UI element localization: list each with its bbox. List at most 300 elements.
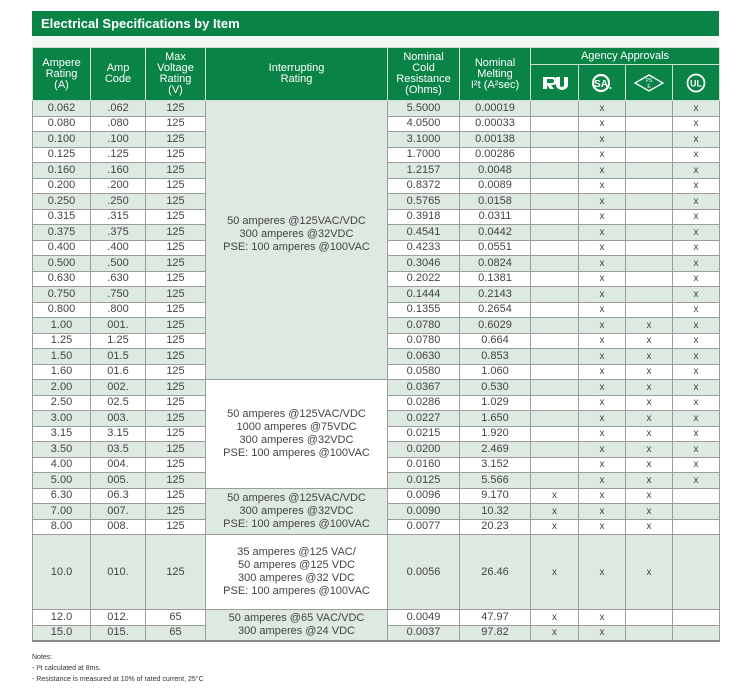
cell-melting-i2t: 26.46 bbox=[460, 535, 531, 610]
interrupting-line: 50 amperes @125VAC/VDC bbox=[227, 407, 366, 420]
cell-voltage: 125 bbox=[146, 302, 206, 318]
interrupting-line: 50 amperes @125VAC/VDC bbox=[227, 215, 366, 227]
cell-ampere-rating: 6.30 bbox=[33, 488, 91, 504]
cell-pse-approval bbox=[626, 209, 673, 225]
cell-cold-resistance: 0.5765 bbox=[388, 194, 460, 210]
cell-csa-approval: x bbox=[579, 333, 626, 349]
cell-amp-code: 004. bbox=[91, 457, 146, 473]
cell-csa-approval: x bbox=[579, 625, 626, 641]
cell-voltage: 125 bbox=[146, 426, 206, 442]
cell-pse-approval bbox=[626, 302, 673, 318]
cell-voltage: 125 bbox=[146, 364, 206, 380]
cell-cold-resistance: 0.0096 bbox=[388, 488, 460, 504]
header-ampere-rating bbox=[33, 48, 91, 101]
cell-melting-i2t: 10.32 bbox=[460, 504, 531, 520]
header-interrupting-rating bbox=[206, 48, 388, 101]
cell-cold-resistance: 3.1000 bbox=[388, 132, 460, 148]
cell-amp-code: 002. bbox=[91, 380, 146, 396]
note-item: - I²t calculated at 8ms. bbox=[32, 665, 101, 672]
cell-interrupting-rating bbox=[206, 380, 388, 489]
cell-csa-approval: x bbox=[579, 426, 626, 442]
cell-voltage: 125 bbox=[146, 442, 206, 458]
cell-csa-approval: x bbox=[579, 225, 626, 241]
cell-cold-resistance: 0.0049 bbox=[388, 610, 460, 626]
interrupting-line: PSE: 100 amperes @100VAC bbox=[223, 517, 370, 530]
cell-ur-approval bbox=[531, 132, 579, 148]
cell-ampere-rating: 8.00 bbox=[33, 519, 91, 535]
cell-ur-approval bbox=[531, 333, 579, 349]
cell-melting-i2t: 1.060 bbox=[460, 364, 531, 380]
cell-pse-approval: x bbox=[626, 395, 673, 411]
cell-melting-i2t: 1.650 bbox=[460, 411, 531, 427]
cell-ur-approval bbox=[531, 178, 579, 194]
cell-ampere-rating: 0.200 bbox=[33, 178, 91, 194]
cell-amp-code: .080 bbox=[91, 116, 146, 132]
cell-amp-code: 003. bbox=[91, 411, 146, 427]
cell-voltage: 125 bbox=[146, 132, 206, 148]
cell-amp-code: .375 bbox=[91, 225, 146, 241]
cell-pse-approval bbox=[626, 116, 673, 132]
cell-amp-code: .062 bbox=[91, 101, 146, 117]
cell-ul-approval: x bbox=[673, 302, 720, 318]
cell-amp-code: .800 bbox=[91, 302, 146, 318]
cell-ampere-rating: 3.00 bbox=[33, 411, 91, 427]
cell-csa-approval: x bbox=[579, 473, 626, 489]
cell-pse-approval: x bbox=[626, 426, 673, 442]
cell-pse-approval bbox=[626, 271, 673, 287]
cell-melting-i2t: 5.566 bbox=[460, 473, 531, 489]
interrupting-line: 1000 amperes @75VDC bbox=[236, 420, 357, 433]
cell-interrupting-rating bbox=[206, 535, 388, 610]
cell-pse-approval bbox=[626, 240, 673, 256]
cell-ur-approval bbox=[531, 194, 579, 210]
cell-amp-code: .500 bbox=[91, 256, 146, 272]
cell-cold-resistance: 0.1444 bbox=[388, 287, 460, 303]
cell-cold-resistance: 0.4233 bbox=[388, 240, 460, 256]
cell-ampere-rating: 12.0 bbox=[33, 610, 91, 626]
cell-cold-resistance: 1.7000 bbox=[388, 147, 460, 163]
header-line: Rating bbox=[159, 73, 192, 85]
cell-ampere-rating: 0.160 bbox=[33, 163, 91, 179]
header-max-voltage bbox=[146, 48, 206, 101]
header-ul bbox=[673, 65, 720, 101]
cell-pse-approval: x bbox=[626, 333, 673, 349]
cell-ampere-rating: 1.60 bbox=[33, 364, 91, 380]
cell-pse-approval: x bbox=[626, 488, 673, 504]
cell-ampere-rating: 1.25 bbox=[33, 333, 91, 349]
cell-interrupting-rating bbox=[206, 488, 388, 535]
cell-ul-approval: x bbox=[673, 442, 720, 458]
cell-cold-resistance: 5.5000 bbox=[388, 101, 460, 117]
cell-ul-approval: x bbox=[673, 380, 720, 396]
cell-melting-i2t: 0.00033 bbox=[460, 116, 531, 132]
cell-cold-resistance: 0.0367 bbox=[388, 380, 460, 396]
cell-cold-resistance: 0.0227 bbox=[388, 411, 460, 427]
cell-ampere-rating: 7.00 bbox=[33, 504, 91, 520]
cell-ul-approval: x bbox=[673, 333, 720, 349]
cell-cold-resistance: 0.0125 bbox=[388, 473, 460, 489]
header-line: Nominal bbox=[474, 56, 516, 69]
cell-amp-code: 005. bbox=[91, 473, 146, 489]
cell-ur-approval bbox=[531, 209, 579, 225]
cell-melting-i2t: 0.00019 bbox=[460, 101, 531, 117]
table-row bbox=[33, 488, 720, 504]
cell-pse-approval: x bbox=[626, 411, 673, 427]
cell-ur-approval bbox=[531, 271, 579, 287]
cell-csa-approval: x bbox=[579, 442, 626, 458]
cell-ampere-rating: 2.50 bbox=[33, 395, 91, 411]
cell-ul-approval bbox=[673, 519, 720, 535]
cell-cold-resistance: 0.0160 bbox=[388, 457, 460, 473]
cell-pse-approval bbox=[626, 610, 673, 626]
cell-cold-resistance: 0.0580 bbox=[388, 364, 460, 380]
cell-pse-approval: x bbox=[626, 457, 673, 473]
table-row bbox=[33, 101, 720, 117]
header-line: Code bbox=[104, 73, 132, 85]
section-title: Electrical Specifications by Item bbox=[32, 11, 719, 36]
pse-icon bbox=[634, 74, 664, 92]
cell-cold-resistance: 0.2022 bbox=[388, 271, 460, 287]
cell-amp-code: 01.6 bbox=[91, 364, 146, 380]
cell-csa-approval: x bbox=[579, 256, 626, 272]
cell-pse-approval bbox=[626, 225, 673, 241]
cell-ur-approval: x bbox=[531, 625, 579, 641]
cell-voltage: 125 bbox=[146, 504, 206, 520]
cell-voltage: 125 bbox=[146, 333, 206, 349]
cell-csa-approval: x bbox=[579, 380, 626, 396]
cell-melting-i2t: 0.0824 bbox=[460, 256, 531, 272]
cell-csa-approval: x bbox=[579, 287, 626, 303]
table-body bbox=[33, 101, 720, 642]
header-line: Cold bbox=[412, 62, 435, 74]
cell-cold-resistance: 0.0037 bbox=[388, 625, 460, 641]
cell-cold-resistance: 1.2157 bbox=[388, 163, 460, 179]
cell-interrupting-rating bbox=[206, 101, 388, 380]
cell-ul-approval: x bbox=[673, 473, 720, 489]
cell-voltage: 125 bbox=[146, 473, 206, 489]
header-line: Ampere bbox=[42, 56, 81, 69]
cell-ul-approval: x bbox=[673, 147, 720, 163]
cell-melting-i2t: 1.029 bbox=[460, 395, 531, 411]
interrupting-line: 50 amperes @125VAC/VDC bbox=[227, 491, 366, 504]
cell-voltage: 125 bbox=[146, 395, 206, 411]
cell-pse-approval bbox=[626, 163, 673, 179]
cell-csa-approval: x bbox=[579, 364, 626, 380]
interrupting-line: PSE: 100 amperes @100VAC bbox=[223, 585, 370, 597]
header-line: (V) bbox=[168, 84, 183, 96]
cell-csa-approval: x bbox=[579, 194, 626, 210]
cell-ampere-rating: 0.750 bbox=[33, 287, 91, 303]
cell-voltage: 125 bbox=[146, 349, 206, 365]
cell-csa-approval: x bbox=[579, 504, 626, 520]
cell-ur-approval: x bbox=[531, 535, 579, 610]
cell-voltage: 125 bbox=[146, 163, 206, 179]
cell-ul-approval: x bbox=[673, 349, 720, 365]
cell-ur-approval bbox=[531, 426, 579, 442]
cell-ampere-rating: 15.0 bbox=[33, 625, 91, 641]
cell-amp-code: 01.5 bbox=[91, 349, 146, 365]
cell-cold-resistance: 0.0090 bbox=[388, 504, 460, 520]
cell-melting-i2t: 0.0311 bbox=[460, 209, 531, 225]
cell-melting-i2t: 9.170 bbox=[460, 488, 531, 504]
cell-cold-resistance: 4.0500 bbox=[388, 116, 460, 132]
cell-voltage: 125 bbox=[146, 318, 206, 334]
cell-cold-resistance: 0.0077 bbox=[388, 519, 460, 535]
cell-csa-approval: x bbox=[579, 318, 626, 334]
cell-ampere-rating: 5.00 bbox=[33, 473, 91, 489]
cell-melting-i2t: 0.00138 bbox=[460, 132, 531, 148]
header-line: Voltage bbox=[157, 62, 194, 74]
header-csa bbox=[579, 65, 626, 101]
cell-ul-approval: x bbox=[673, 256, 720, 272]
electrical-specs-table bbox=[32, 47, 720, 642]
cell-melting-i2t: 0.0442 bbox=[460, 225, 531, 241]
cell-pse-approval bbox=[626, 101, 673, 117]
cell-ur-approval: x bbox=[531, 488, 579, 504]
cell-ur-approval bbox=[531, 442, 579, 458]
cell-ampere-rating: 0.125 bbox=[33, 147, 91, 163]
cell-csa-approval: x bbox=[579, 519, 626, 535]
cell-ur-approval bbox=[531, 147, 579, 163]
cell-ul-approval: x bbox=[673, 194, 720, 210]
cell-melting-i2t: 0.0048 bbox=[460, 163, 531, 179]
interrupting-line: 300 amperes @24 VDC bbox=[238, 625, 355, 637]
cell-melting-i2t: 0.530 bbox=[460, 380, 531, 396]
cell-ul-approval: x bbox=[673, 395, 720, 411]
header-line: Rating bbox=[45, 67, 78, 80]
cell-ul-approval: x bbox=[673, 101, 720, 117]
cell-csa-approval: x bbox=[579, 535, 626, 610]
header-amp-code bbox=[91, 48, 146, 101]
table-row bbox=[33, 535, 720, 610]
cell-amp-code: .100 bbox=[91, 132, 146, 148]
cell-ul-approval bbox=[673, 610, 720, 626]
cell-cold-resistance: 0.0286 bbox=[388, 395, 460, 411]
cell-ul-approval: x bbox=[673, 132, 720, 148]
cell-melting-i2t: 0.0089 bbox=[460, 178, 531, 194]
cell-voltage: 125 bbox=[146, 535, 206, 610]
cell-amp-code: .315 bbox=[91, 209, 146, 225]
interrupting-line: PSE: 100 amperes @100VAC bbox=[223, 446, 370, 459]
header-line: Rating bbox=[280, 73, 313, 85]
cell-cold-resistance: 0.3918 bbox=[388, 209, 460, 225]
cell-melting-i2t: 0.853 bbox=[460, 349, 531, 365]
cell-amp-code: 007. bbox=[91, 504, 146, 520]
cell-amp-code: 1.25 bbox=[91, 333, 146, 349]
svg-text:PS: PS bbox=[645, 77, 653, 84]
cell-melting-i2t: 0.664 bbox=[460, 333, 531, 349]
cell-pse-approval bbox=[626, 194, 673, 210]
cell-cold-resistance: 0.3046 bbox=[388, 256, 460, 272]
cell-pse-approval: x bbox=[626, 442, 673, 458]
notes-heading: Notes: bbox=[32, 654, 53, 661]
cell-voltage: 65 bbox=[146, 610, 206, 626]
cell-ampere-rating: 10.0 bbox=[33, 535, 91, 610]
cell-csa-approval: x bbox=[579, 457, 626, 473]
cell-ul-approval: x bbox=[673, 364, 720, 380]
cell-pse-approval: x bbox=[626, 318, 673, 334]
cell-melting-i2t: 2.469 bbox=[460, 442, 531, 458]
header-melting-i2t bbox=[460, 48, 531, 101]
cell-ul-approval bbox=[673, 504, 720, 520]
svg-text:SA: SA bbox=[594, 78, 608, 90]
cell-voltage: 125 bbox=[146, 256, 206, 272]
header-pse bbox=[626, 65, 673, 101]
cell-amp-code: 3.15 bbox=[91, 426, 146, 442]
cell-voltage: 125 bbox=[146, 240, 206, 256]
note-item: - Resistance is measured at 10% of rated current, 25°C bbox=[32, 676, 204, 683]
cell-ampere-rating: 0.375 bbox=[33, 225, 91, 241]
cell-ampere-rating: 0.315 bbox=[33, 209, 91, 225]
cell-ur-approval bbox=[531, 473, 579, 489]
cell-csa-approval: x bbox=[579, 302, 626, 318]
cell-ur-approval bbox=[531, 163, 579, 179]
cell-ampere-rating: 0.100 bbox=[33, 132, 91, 148]
header-line: Resistance bbox=[396, 73, 451, 85]
cell-ur-approval: x bbox=[531, 610, 579, 626]
cell-csa-approval: x bbox=[579, 178, 626, 194]
cell-ur-approval bbox=[531, 395, 579, 411]
cell-voltage: 125 bbox=[146, 519, 206, 535]
cell-ul-approval: x bbox=[673, 411, 720, 427]
cell-pse-approval bbox=[626, 147, 673, 163]
cell-pse-approval bbox=[626, 256, 673, 272]
cell-ur-approval bbox=[531, 240, 579, 256]
cell-melting-i2t: 1.920 bbox=[460, 426, 531, 442]
cell-voltage: 125 bbox=[146, 488, 206, 504]
cell-ul-approval: x bbox=[673, 209, 720, 225]
cell-ul-approval: x bbox=[673, 116, 720, 132]
cell-ampere-rating: 0.630 bbox=[33, 271, 91, 287]
ul-listed-icon bbox=[686, 73, 706, 93]
header-line: Amp bbox=[106, 62, 130, 74]
cell-ampere-rating: 0.062 bbox=[33, 101, 91, 117]
cell-amp-code: 015. bbox=[91, 625, 146, 641]
cell-ampere-rating: 1.50 bbox=[33, 349, 91, 365]
cell-voltage: 125 bbox=[146, 271, 206, 287]
cell-csa-approval: x bbox=[579, 163, 626, 179]
cell-melting-i2t: 0.0158 bbox=[460, 194, 531, 210]
cell-ul-approval: x bbox=[673, 240, 720, 256]
interrupting-line: 300 amperes @32VDC bbox=[239, 504, 354, 517]
cell-pse-approval bbox=[626, 287, 673, 303]
interrupting-line: 50 amperes @125 VDC bbox=[238, 559, 355, 571]
cell-ampere-rating: 2.00 bbox=[33, 380, 91, 396]
cell-csa-approval: x bbox=[579, 395, 626, 411]
cell-voltage: 125 bbox=[146, 209, 206, 225]
cell-amp-code: 02.5 bbox=[91, 395, 146, 411]
cell-ur-approval bbox=[531, 116, 579, 132]
cell-csa-approval: x bbox=[579, 271, 626, 287]
cell-cold-resistance: 0.0780 bbox=[388, 333, 460, 349]
cell-cold-resistance: 0.0215 bbox=[388, 426, 460, 442]
cell-ur-approval bbox=[531, 287, 579, 303]
cell-csa-approval: x bbox=[579, 610, 626, 626]
cell-voltage: 125 bbox=[146, 194, 206, 210]
interrupting-line: 300 amperes @32 VDC bbox=[238, 572, 355, 584]
header-line: Nominal bbox=[403, 51, 444, 63]
cell-amp-code: 06.3 bbox=[91, 488, 146, 504]
cell-voltage: 125 bbox=[146, 411, 206, 427]
cell-melting-i2t: 47.97 bbox=[460, 610, 531, 626]
table-row bbox=[33, 610, 720, 626]
cell-cold-resistance: 0.1355 bbox=[388, 302, 460, 318]
cell-voltage: 125 bbox=[146, 116, 206, 132]
cell-voltage: 125 bbox=[146, 101, 206, 117]
cell-ampere-rating: 1.00 bbox=[33, 318, 91, 334]
header-agency-approvals: Agency Approvals bbox=[531, 48, 720, 65]
cell-pse-approval: x bbox=[626, 380, 673, 396]
cell-voltage: 125 bbox=[146, 147, 206, 163]
cell-pse-approval: x bbox=[626, 535, 673, 610]
cell-ur-approval bbox=[531, 318, 579, 334]
header-ur bbox=[531, 65, 579, 101]
cell-melting-i2t: 0.2654 bbox=[460, 302, 531, 318]
header-line: Max bbox=[165, 51, 186, 63]
cell-pse-approval bbox=[626, 132, 673, 148]
cell-amp-code: .750 bbox=[91, 287, 146, 303]
notes bbox=[32, 652, 204, 685]
cell-amp-code: .125 bbox=[91, 147, 146, 163]
cell-ul-approval: x bbox=[673, 271, 720, 287]
cell-amp-code: 03.5 bbox=[91, 442, 146, 458]
cell-cold-resistance: 0.0056 bbox=[388, 535, 460, 610]
header-line: Interrupting bbox=[268, 62, 325, 74]
interrupting-line: 300 amperes @32VDC bbox=[239, 228, 354, 240]
cell-ur-approval bbox=[531, 225, 579, 241]
interrupting-line: 50 amperes @65 VAC/VDC bbox=[228, 612, 365, 624]
cell-ur-approval bbox=[531, 256, 579, 272]
svg-text:E: E bbox=[647, 83, 651, 90]
cell-cold-resistance: 0.0200 bbox=[388, 442, 460, 458]
cell-ul-approval: x bbox=[673, 426, 720, 442]
cell-pse-approval: x bbox=[626, 519, 673, 535]
table-row bbox=[33, 380, 720, 396]
cell-ul-approval: x bbox=[673, 163, 720, 179]
cell-pse-approval: x bbox=[626, 504, 673, 520]
cell-pse-approval bbox=[626, 625, 673, 641]
cell-csa-approval: x bbox=[579, 132, 626, 148]
cell-cold-resistance: 0.4541 bbox=[388, 225, 460, 241]
cell-ul-approval: x bbox=[673, 287, 720, 303]
cell-amp-code: .400 bbox=[91, 240, 146, 256]
cell-melting-i2t: 0.1381 bbox=[460, 271, 531, 287]
cell-voltage: 125 bbox=[146, 287, 206, 303]
cell-voltage: 125 bbox=[146, 225, 206, 241]
cell-ampere-rating: 3.15 bbox=[33, 426, 91, 442]
cell-pse-approval: x bbox=[626, 349, 673, 365]
cell-melting-i2t: 0.6029 bbox=[460, 318, 531, 334]
title-spacer bbox=[32, 36, 719, 47]
cell-amp-code: .200 bbox=[91, 178, 146, 194]
cell-ur-approval bbox=[531, 364, 579, 380]
cell-csa-approval: x bbox=[579, 488, 626, 504]
interrupting-line: 300 amperes @32VDC bbox=[239, 433, 354, 446]
cell-melting-i2t: 0.0551 bbox=[460, 240, 531, 256]
cell-csa-approval: x bbox=[579, 349, 626, 365]
cell-ur-approval bbox=[531, 349, 579, 365]
header-line: (A) bbox=[54, 78, 69, 91]
cell-ampere-rating: 4.00 bbox=[33, 457, 91, 473]
cell-ur-approval: x bbox=[531, 519, 579, 535]
header-line: (Ohms) bbox=[405, 84, 442, 96]
cell-amp-code: .250 bbox=[91, 194, 146, 210]
cell-pse-approval: x bbox=[626, 473, 673, 489]
cell-melting-i2t: 0.00286 bbox=[460, 147, 531, 163]
cell-amp-code: 008. bbox=[91, 519, 146, 535]
cell-ur-approval bbox=[531, 380, 579, 396]
cell-cold-resistance: 0.0780 bbox=[388, 318, 460, 334]
